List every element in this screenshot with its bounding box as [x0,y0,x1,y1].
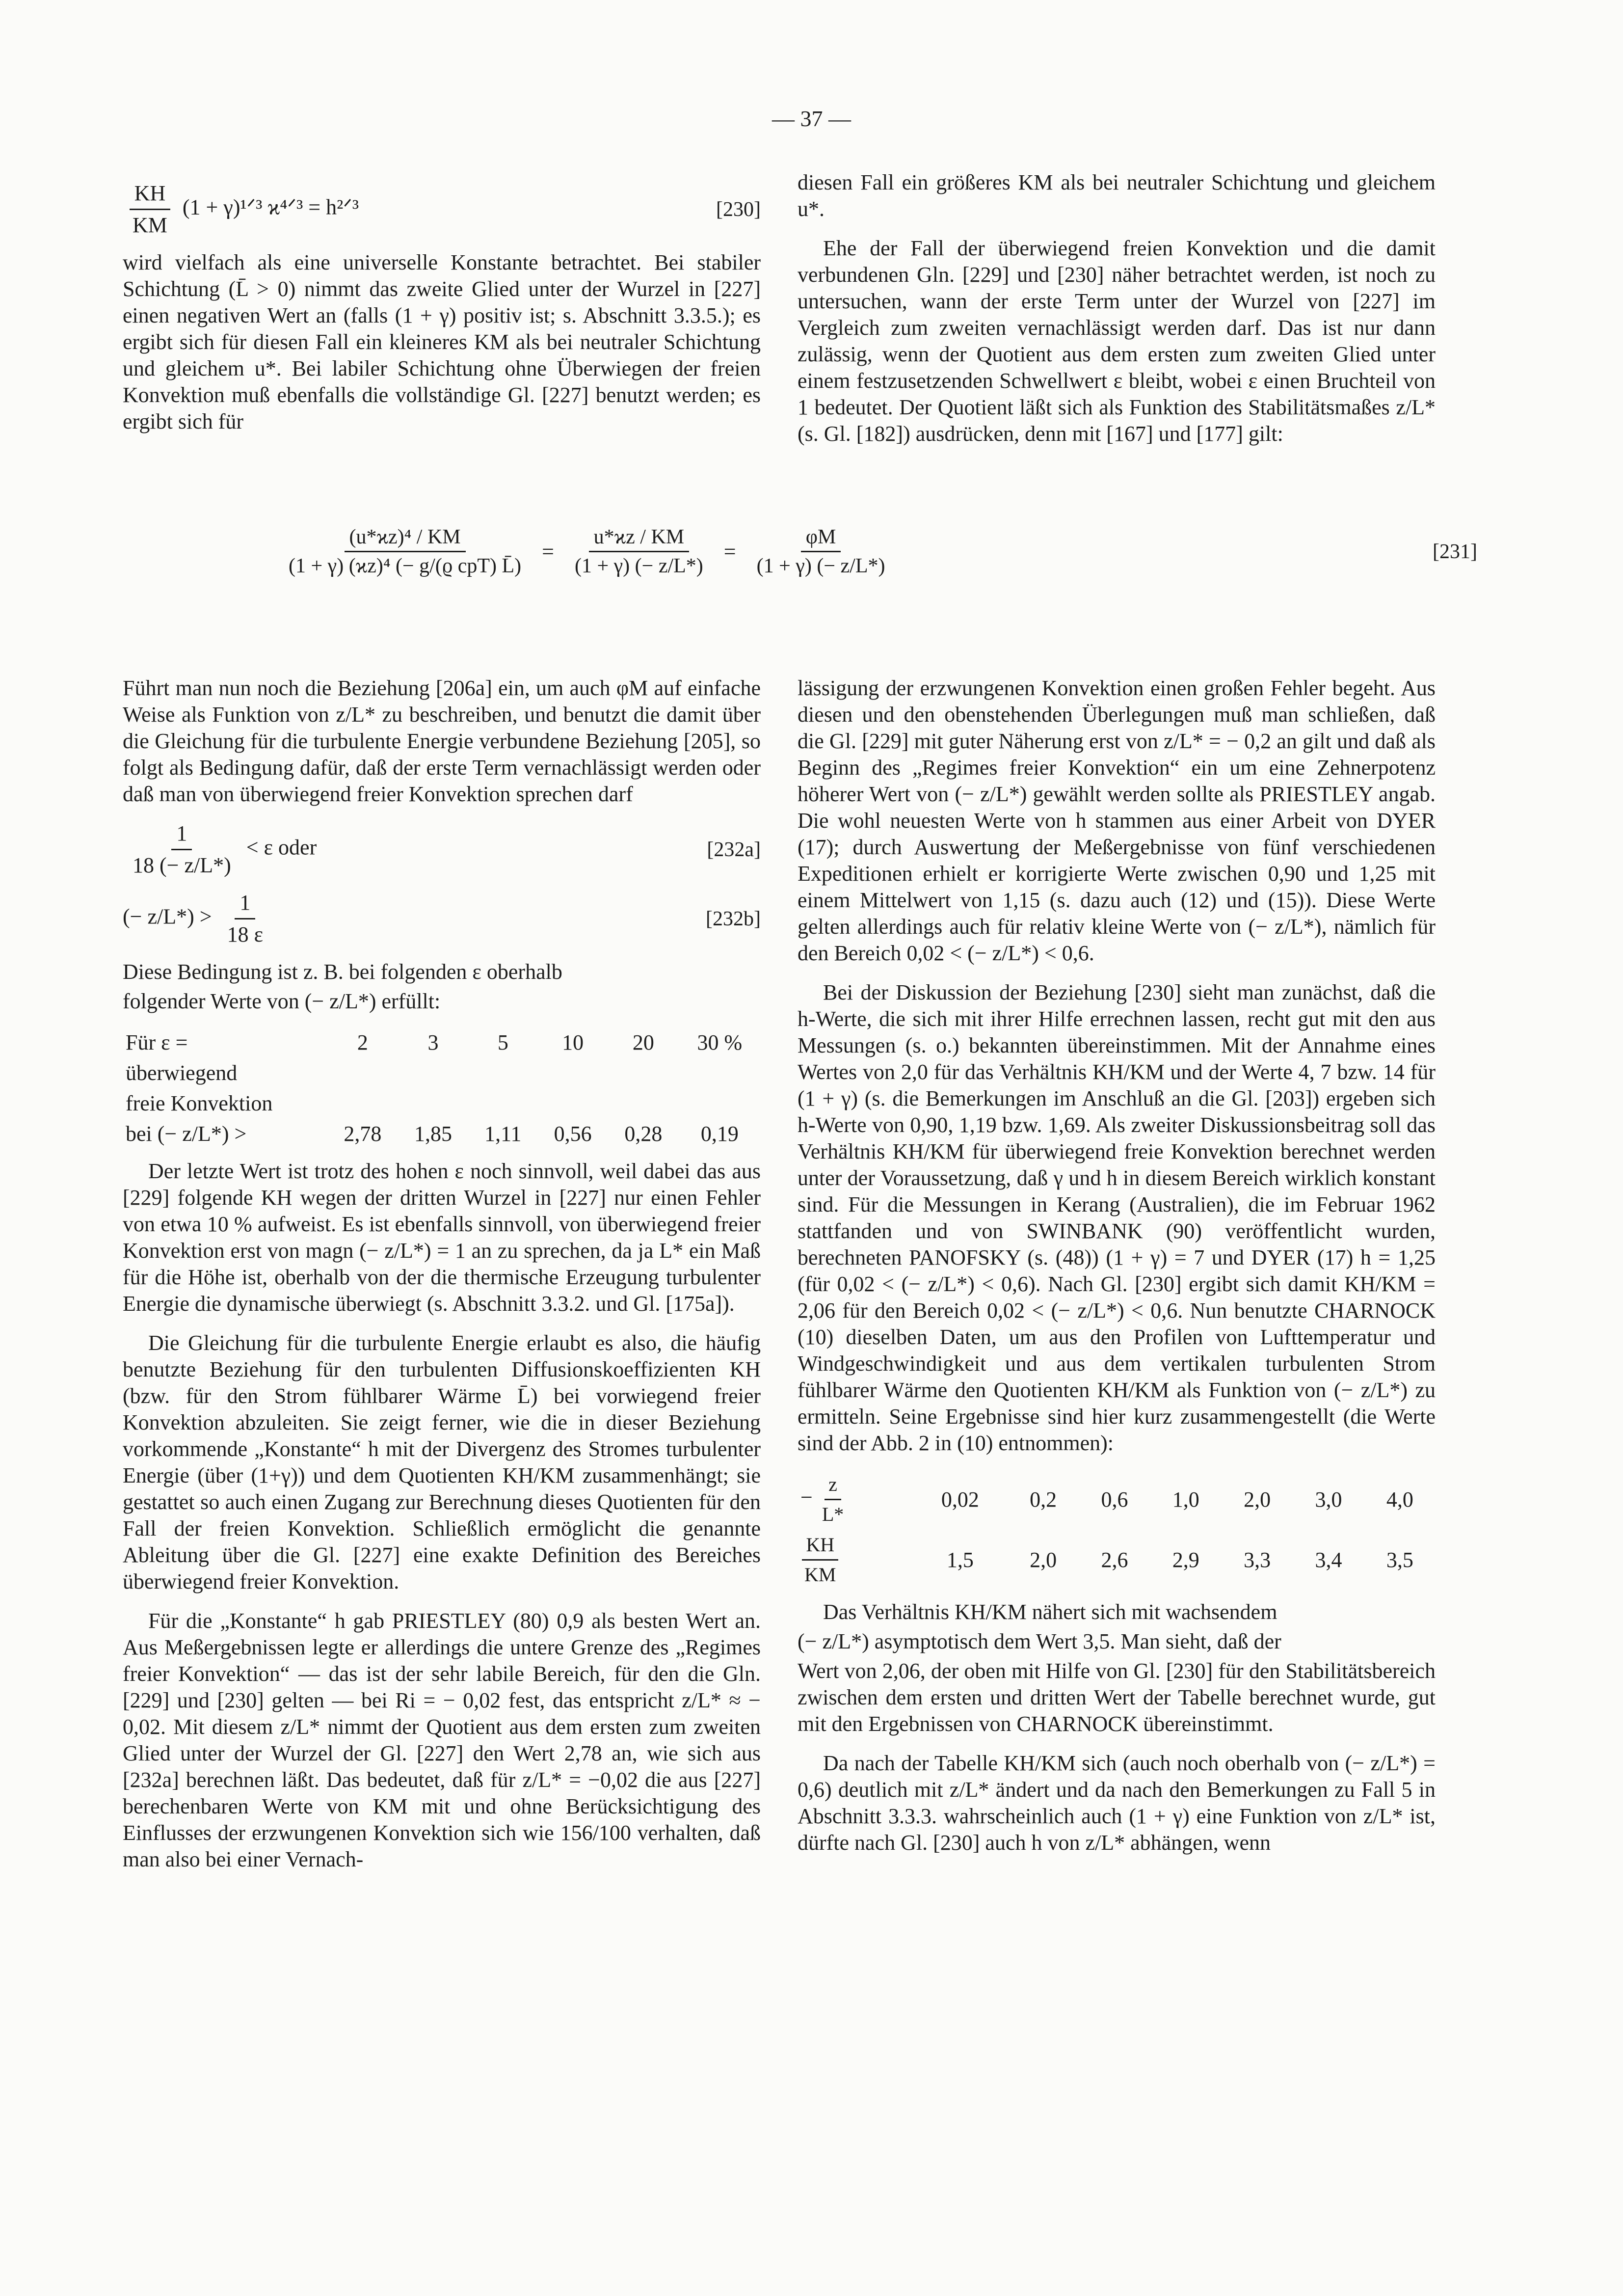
paragraph: (− z/L*) asymptotisch dem Wert 3,5. Man sieht, daß der [798,1629,1281,1653]
paragraph: Für die „Konstante“ h gab PRIESTLEY (80) 0,9 als besten Wert an. Aus Meßergebnissen legte er allerdings die untere Grenze des „Regimes freier Konvektion“ — das ist der sehr labile Bereich, für den die Gln. [229] und [230] gelten — bei Ri = − 0,02 fest, das entspricht z/L* ≈ − 0,02. Mit diesem z/L* nimmt der Quotient aus dem ersten zum zweiten Glied unter der Wurzel der Gl. [227] den Wert 2,78 an, wie sich aus [232a] berechnen läßt. Das bedeutet, daß für z/L* = −0,02 die aus [227] berechenbaren Werte von KM mit und ohne Berücksichtigung des Einflusses der erzwungenen Konvektion sich wie 156/100 verhalten, daß man also bei einer Vernach- [123,1609,761,1871]
equation-number: [230] [716,198,761,221]
paragraph: diesen Fall ein größeres KM als bei neutraler Schichtung und gleichem u*. [798,170,1436,221]
left-column [123,169,761,448]
table-cell: 30 % [697,1030,743,1054]
equation-230 [123,180,761,239]
table-cell: 1,0 [1172,1487,1199,1512]
fraction-denominator: 18 (− z/L*) [133,853,231,877]
fraction-numerator: KH [802,1532,838,1561]
fraction-denominator: (1 + γ) (ϰz)⁴ (− g/(ϱ cpT) L̄) [289,555,522,577]
paragraph: wird vielfach als eine universelle Konstante betrachtet. Bei stabiler Schichtung (L̄ > 0) nimmt das zweite Glied unter der Wurzel in [227] einen negativen Wert an (falls (1 + γ) positiv ist; s. Abschnitt 3.3.5.); es ergibt sich für diesen Fall ein kleineres KM als bei neutraler Schichtung und gleichem u*. Bei labiler Schichtung ohne Überwiegen der freien Konvektion muß ebenfalls die vollständige Gl. [227] benutzt werden; es ergibt sich für [123,250,761,433]
table-cell: 10 [562,1030,584,1054]
epsilon-table [123,1027,761,1149]
table-cell: 4,0 [1386,1487,1413,1512]
paragraph: Führt man nun noch die Beziehung [206a] ein, um auch φM auf einfache Weise als Funktion von z/L* zu beschreiben, und benutzt die damit über die Gleichung für die turbulente Energie verbundene Beziehung [205], so folgt als Bedingung dafür, daß der erste Term vernachlässigt werden oder daß man von überwiegend freier Konvektion sprechen darf [123,676,761,806]
fraction-denominator: 18 ε [227,922,264,946]
table-cell: 3,4 [1315,1547,1342,1572]
right-column-lower [798,675,1436,1869]
left-column-lower [123,675,761,1886]
table-label: Für ε = [126,1030,188,1054]
page-number: — 37 — [772,106,851,131]
minus-sign: − [800,1485,813,1510]
table-cell: 3,0 [1315,1487,1342,1512]
equals-sign: = [723,540,736,564]
equation-232a [123,820,761,879]
fraction-denominator: KM [133,213,167,237]
equation-body: (1 + γ)¹ᐟ³ ϰ⁴ᐟ³ = h²ᐟ³ [182,195,359,219]
fraction-numerator: z [825,1471,841,1500]
table-label [798,1469,913,1530]
fraction-numerator: (u*ϰz)⁴ / KM [345,525,466,552]
fraction-denominator: (1 + γ) (− z/L*) [574,555,703,577]
table-cell: 2,9 [1172,1547,1199,1572]
paragraph: Diese Bedingung ist z. B. bei folgenden ε oberhalb [123,960,562,984]
table-cell: 1,5 [946,1547,974,1572]
table-cell: 2,78 [344,1122,382,1146]
equation-number: [232b] [706,907,761,930]
table-cell: 20 [632,1030,654,1054]
fraction-term-2 [570,525,708,578]
table-cell: 0,6 [1101,1487,1128,1512]
table-cell: 2 [357,1030,368,1054]
fraction-term-1 [284,525,526,578]
fraction-232b [222,890,268,948]
table-cell: 1,85 [414,1122,452,1146]
fraction-numerator: u*ϰz / KM [589,525,690,552]
equation-body: < ε oder [246,835,317,860]
equation-number: [232a] [707,838,761,861]
table-cell: 2,6 [1101,1547,1128,1572]
table-cell: 3,3 [1244,1547,1271,1572]
fraction-numerator: φM [801,525,841,552]
table-cell: 2,0 [1030,1547,1057,1572]
equation-number: [231] [1433,540,1477,563]
fraction-numerator: 1 [235,890,255,919]
table-row [123,1088,761,1119]
fraction-denominator: KM [804,1564,836,1586]
table-row [123,1119,761,1149]
table-label: bei (− z/L*) > [126,1122,247,1146]
table-row [798,1469,1436,1530]
paragraph: folgender Werte von (− z/L*) erfüllt: [123,989,441,1013]
paragraph: Wert von 2,06, der oben mit Hilfe von Gl. [230] für den Stabilitätsbereich zwischen dem ersten und dritten Wert der Tabelle berechnet wurde, gut mit den Ergebnissen von CHARNOCK übereinstimmt. [798,1659,1436,1736]
table-row [123,1027,761,1058]
fraction-denominator: (1 + γ) (− z/L*) [756,555,885,577]
paragraph: lässigung der erzwungenen Konvektion einen großen Fehler begeht. Aus diesen und den obenstehenden Überlegungen muß man schließen, daß die Gl. [229] mit guter Näherung erst von z/L* = − 0,2 an gilt und daß als Beginn des „Regimes freier Konvektion“ ein um eine Zehnerpotenz höherer Wert von (− z/L*) gewählt werden sollte als PRIESTLEY angab. Die wohl neuesten Werte von h stammen aus einer Arbeit von DYER (17); durch Auswertung der Meßergebnisse von fünf verschiedenen Expeditionen erhielt er korrigierte Werte zwischen 0,90 und 1,25 mit einem Mittelwert von 1,15 (s. dazu auch (12) und (15)). Diese Werte gelten allerdings auch für relativ kleine Werte von (− z/L*), nämlich für den Bereich 0,02 < (− z/L*) < 0,6. [798,676,1436,965]
paragraph: Bei der Diskussion der Beziehung [230] sieht man zunächst, daß die h-Werte, die sich mit ihrer Hilfe errechnen lassen, recht gut mit den aus Messungen (s. o.) bekannten übereinstimmen. Mit der Annahme eines Wertes von 2,0 für das Verhältnis KH/KM und der Werte 4, 7 bzw. 14 für (1 + γ) (s. die Bemerkungen im Anschluß an die Gl. [203]) ergeben sich h-Werte von 0,90, 1,19 bzw. 1,69. Als zweiter Diskussionsbeitrag soll das Verhältnis KH/KM für überwiegend freie Konvektion berechnet werden unter der Voraussetzung, daß γ und h in diesem Bereich wirklich konstant sind. Für die Messungen in Kerang (Australien), die im Februar 1962 stattfanden und von SWINBANK (90) veröffentlicht wurden, berechneten PANOFSKY (s. (48)) (1 + γ) = 7 und DYER (17) h = 1,25 (für 0,02 < (− z/L*) < 0,6). Nach Gl. [230] ergibt sich damit KH/KM = 2,06 für den Bereich 0,02 < (− z/L*) < 0,6. Nun benutzte CHARNOCK (10) dieselben Daten, um aus den Profilen von Lufttemperatur und Windgeschwindigkeit und aus dem vertikalen turbulenten Strom fühlbarer Wärme den Quotienten KH/KM als Funktion von (− z/L*) zu ermitteln. Seine Ergebnisse sind hier kurz zusammengestellt (die Werte sind der Abb. 2 in (10) entnommen): [798,980,1436,1455]
table-row [798,1530,1436,1590]
paragraph: Das Verhältnis KH/KM nähert sich mit wachsendem [823,1600,1277,1624]
equation-232b [123,890,761,948]
table-cell: 0,19 [700,1122,739,1146]
fraction-kh-km [800,1532,840,1588]
fraction-kh-km [128,180,172,239]
table-label: freie Konvektion [126,1091,273,1115]
fraction-term-3 [752,525,890,578]
paragraph: Der letzte Wert ist trotz des hohen ε noch sinnvoll, weil dabei das aus [229] folgende KH wegen der dritten Wurzel in [227] nur einen Fehler von etwa 10 % aufweist. Es ist ebenfalls sinnvoll, von überwiegend freier Konvektion erst von magn (− z/L*) = 1 an zu sprechen, da ja L* ein Maß für die Höhe ist, oberhalb von der die thermische Erzeugung turbulenter Energie die dynamische überwiegt (s. Abschnitt 3.3.2. und Gl. [175a]). [123,1159,761,1316]
table-cell: 0,28 [624,1122,663,1146]
table-cell: 0,2 [1030,1487,1057,1512]
fraction-numerator: 1 [171,820,192,850]
table-cell: 0,56 [554,1122,592,1146]
table-label [798,1530,913,1590]
equation-231 [275,525,1477,578]
charnock-table [798,1469,1436,1590]
fraction-z-l [818,1471,848,1528]
table-cell: 5 [497,1030,508,1054]
paragraph: Ehe der Fall der überwiegend freien Konvektion und die damit verbundenen Gln. [229] und [230] näher betrachtet werden, ist noch zu untersuchen, wann der erste Term unter der Wurzel von [227] im Vergleich zum zweiten vernachlässigt werden darf. Das ist nur dann zulässig, wenn der Quotient aus dem ersten zum zweiten Glied unter einem festzusetzenden Schwellwert ε bleibt, wobei ε einen Bruchteil von 1 bedeutet. Der Quotient läßt sich als Funktion des Stabilitätsmaßes z/L* (s. Gl. [182]) ausdrücken, denn mit [167] und [177] gilt: [798,236,1436,446]
table-cell: 2,0 [1244,1487,1271,1512]
equation-body: (− z/L*) > [123,904,212,929]
paragraph: Die Gleichung für die turbulente Energie erlaubt es also, die häufig benutzte Beziehung für den turbulenten Diffusionskoeffizienten KH (bzw. für den Strom fühlbarer Wärme L̄) bei vorwiegend freier Konvektion abzuleiten. Sie zeigt ferner, wie die in dieser Beziehung vorkommende „Konstante“ h mit der Divergenz des Stromes turbulenter Energie (über (1+γ)) und dem Quotienten KH/KM zusammenhängt; sie gestattet so auch einen Zugang zur Berechnung dieses Quotienten für den Fall der freien Konvektion. Schließlich ermöglicht die genannte Ableitung über die Gl. [227] eine exakte Definition des Bereiches überwiegend freier Konvektion. [123,1331,761,1594]
equals-sign: = [542,540,554,564]
table-cell: 3 [427,1030,439,1054]
fraction-numerator: KH [130,180,171,210]
right-column [798,169,1436,460]
paragraph: Da nach der Tabelle KH/KM sich (auch noch oberhalb von (− z/L*) = 0,6) deutlich mit z/L* ändert und da nach den Bemerkungen zu Fall 5 in Abschnitt 3.3.3. wahrscheinlich auch (1 + γ) eine Funktion von z/L* ist, dürfte nach Gl. [230] auch h von z/L* abhängen, wenn [798,1751,1436,1855]
fraction-denominator: L* [822,1503,844,1525]
table-cell: 3,5 [1386,1547,1413,1572]
table-cell: 0,02 [941,1487,979,1512]
table-row [123,1058,761,1088]
table-label: überwiegend [126,1061,238,1085]
fraction-232a [128,820,236,879]
table-cell: 1,11 [484,1122,522,1146]
